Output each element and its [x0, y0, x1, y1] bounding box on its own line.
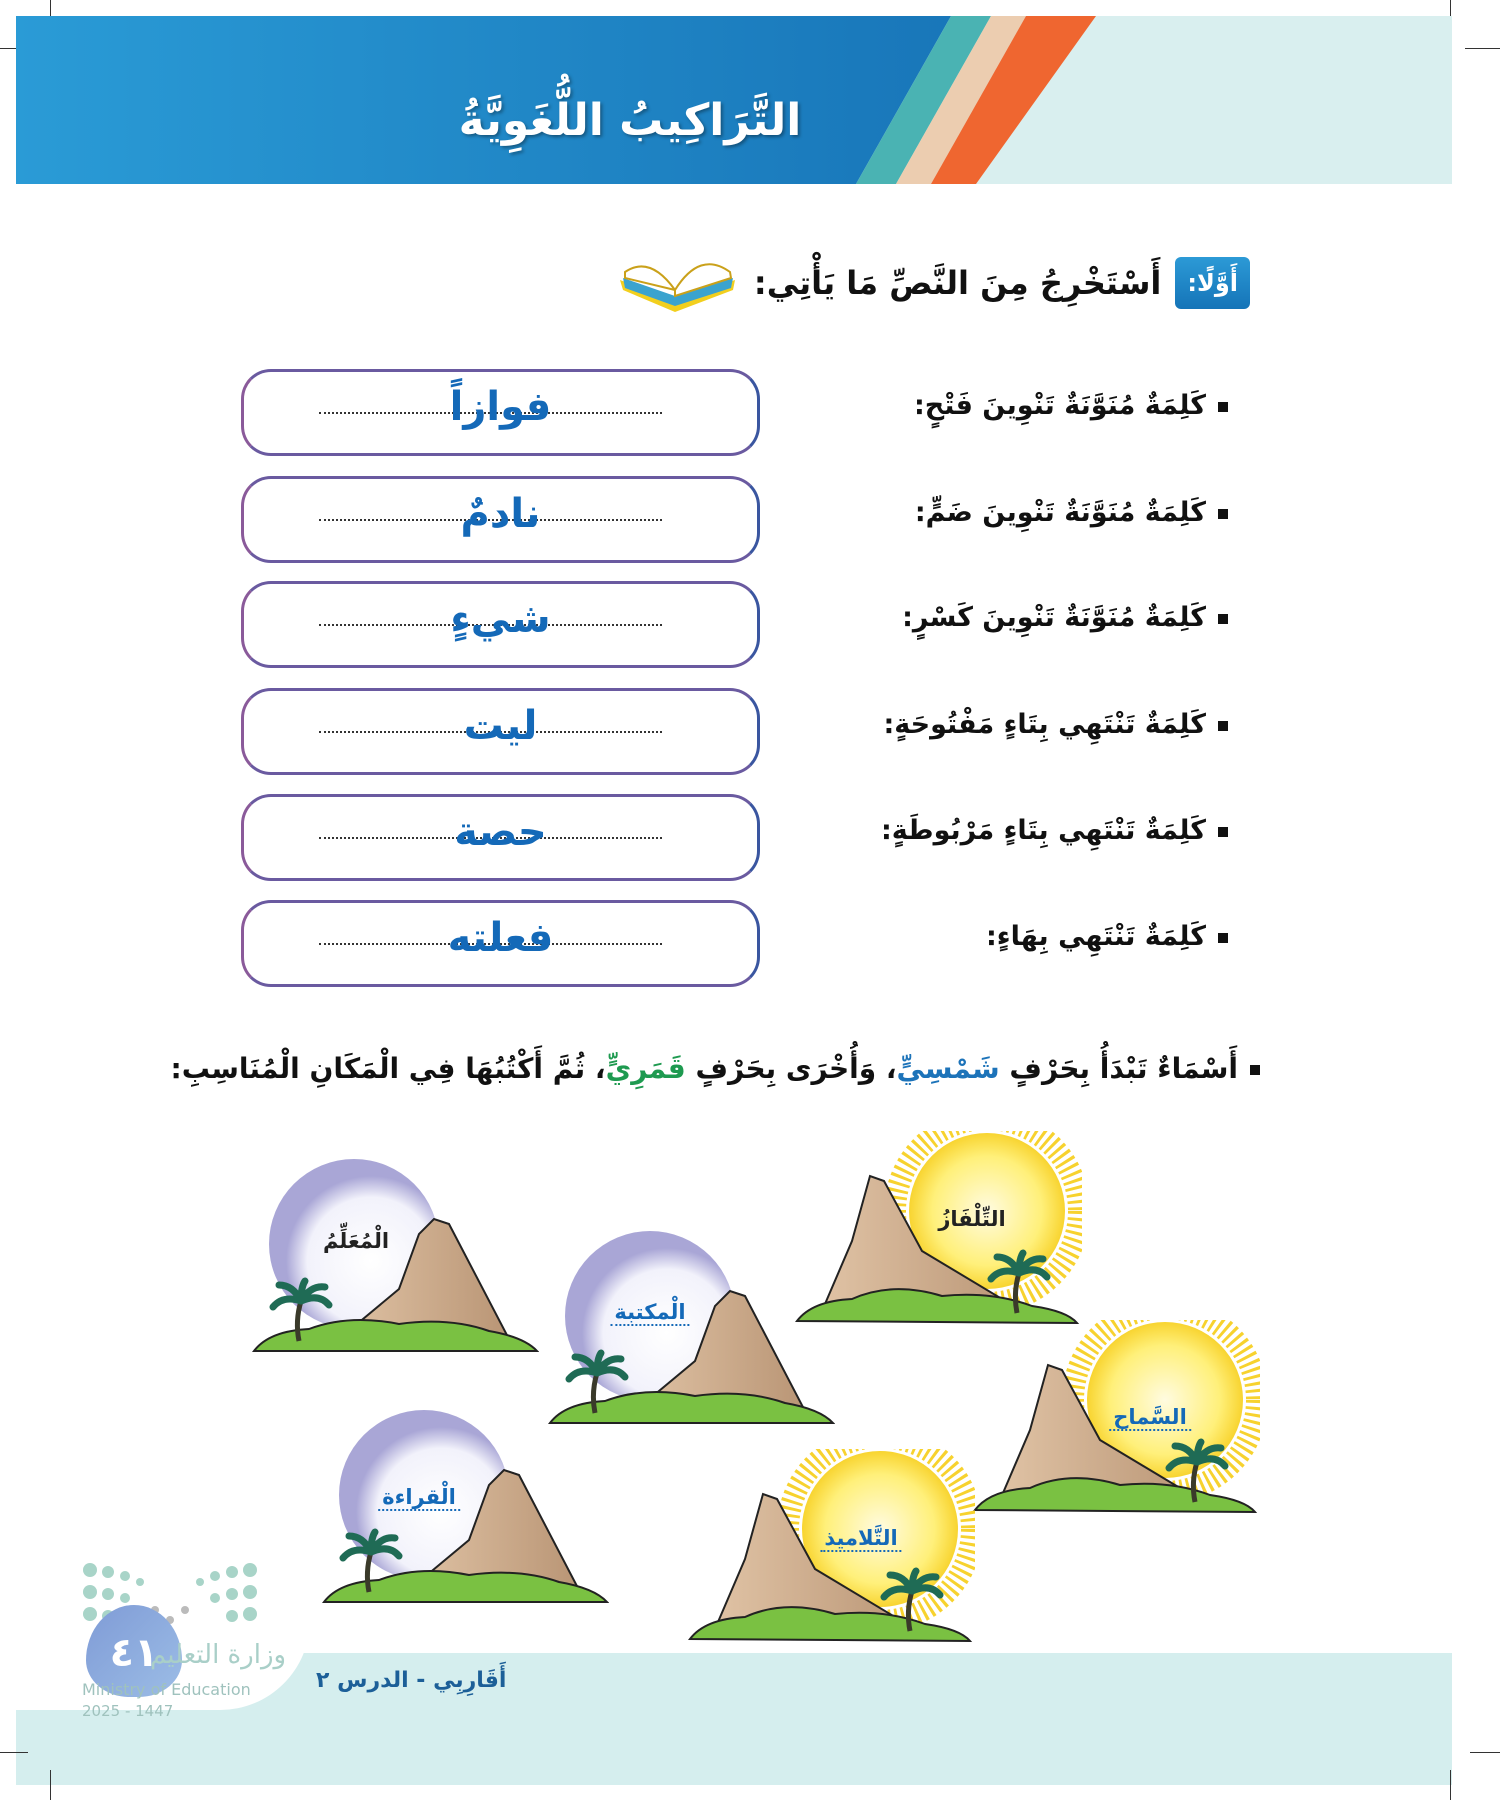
row-label: كَلِمَةٌ تَنْتَهِي بِتَاءٍ مَفْتُوحَةٍ: — [883, 709, 1228, 740]
lesson-reference: أَقَارِبِي - الدرس ٢ — [316, 1668, 507, 1693]
instruction-text: ، وَأُخْرَى بِحَرْفٍ — [685, 1052, 897, 1085]
moon-word-label: الْمُعَلِّمُ — [322, 1229, 390, 1253]
page-title: التَّرَاكِيبُ اللُّغَوِيَّةُ — [458, 95, 802, 146]
row-label: كَلِمَةٌ تَنْتَهِي بِهَاءٍ: — [986, 921, 1228, 952]
section-heading — [615, 250, 1250, 315]
answer-field[interactable] — [241, 476, 760, 563]
sun-word-label[interactable]: السَّماح — [1109, 1405, 1191, 1431]
page-number: ٤١ — [109, 1630, 159, 1676]
answer-text: نادمٌ — [460, 491, 541, 537]
sun-island — [970, 1320, 1260, 1520]
answer-field[interactable] — [241, 900, 760, 987]
moon-island-illustration — [249, 1159, 539, 1359]
row-label: كَلِمَةٌ مُنَوَّنَةٌ تَنْوِينَ كَسْرٍ: — [902, 602, 1228, 633]
answer-text: فعلته — [447, 915, 554, 961]
moon-island — [545, 1231, 835, 1431]
ministry-year: 2025 - 1447 — [82, 1702, 174, 1720]
answer-field[interactable] — [241, 688, 760, 775]
shamsi-word: شَمْسِيٍّ — [896, 1052, 1000, 1085]
moon-island-illustration — [319, 1410, 609, 1610]
row-label: كَلِمَةٌ مُنَوَّنَةٌ تَنْوِينَ فَتْحٍ: — [914, 390, 1228, 421]
sun-moon-instruction — [171, 1052, 1260, 1085]
ministry-name-en: Ministry of Education — [82, 1680, 251, 1699]
instruction-text: أَسْمَاءٌ تَبْدَأُ بِحَرْفٍ — [999, 1052, 1238, 1085]
moon-island — [319, 1410, 609, 1610]
moon-word-label[interactable]: الْمكتبة — [610, 1300, 689, 1326]
moon-island — [249, 1159, 539, 1359]
answer-field[interactable] — [241, 794, 760, 881]
open-book-icon — [615, 250, 740, 315]
answer-text: فوازاً — [449, 384, 552, 430]
moon-word-label[interactable]: الْقراءة — [378, 1485, 460, 1511]
answer-text: شيءٍ — [450, 596, 551, 642]
moon-island-illustration — [545, 1231, 835, 1431]
answer-field[interactable] — [241, 581, 760, 668]
ministry-name-ar: وزارة التعليم — [150, 1640, 287, 1670]
sun-word-label[interactable]: التَّلاميذ — [820, 1526, 901, 1552]
answer-field[interactable] — [241, 369, 760, 456]
answer-text: ليت — [463, 703, 538, 749]
qamari-word: قَمَرِيٍّ — [605, 1052, 686, 1085]
sun-island — [792, 1131, 1082, 1331]
instruction-text: ، ثُمَّ أَكْتُبُهَا فِي الْمَكَانِ الْمُنَاسِبِ: — [170, 1052, 606, 1085]
section-instruction: أَسْتَخْرِجُ مِنَ النَّصِّ مَا يَأْتِي: — [753, 263, 1162, 302]
sun-island-illustration — [792, 1131, 1082, 1331]
sun-word-label: التِّلْفَازُ — [938, 1207, 1006, 1231]
row-label: كَلِمَةٌ تَنْتَهِي بِتَاءٍ مَرْبُوطَةٍ: — [881, 815, 1228, 846]
sun-island — [685, 1449, 975, 1649]
section-badge: أَوَّلًا: — [1175, 257, 1250, 309]
row-label: كَلِمَةٌ مُنَوَّنَةٌ تَنْوِينَ ضَمٍّ: — [915, 497, 1228, 528]
answer-text: حصة — [454, 809, 547, 855]
